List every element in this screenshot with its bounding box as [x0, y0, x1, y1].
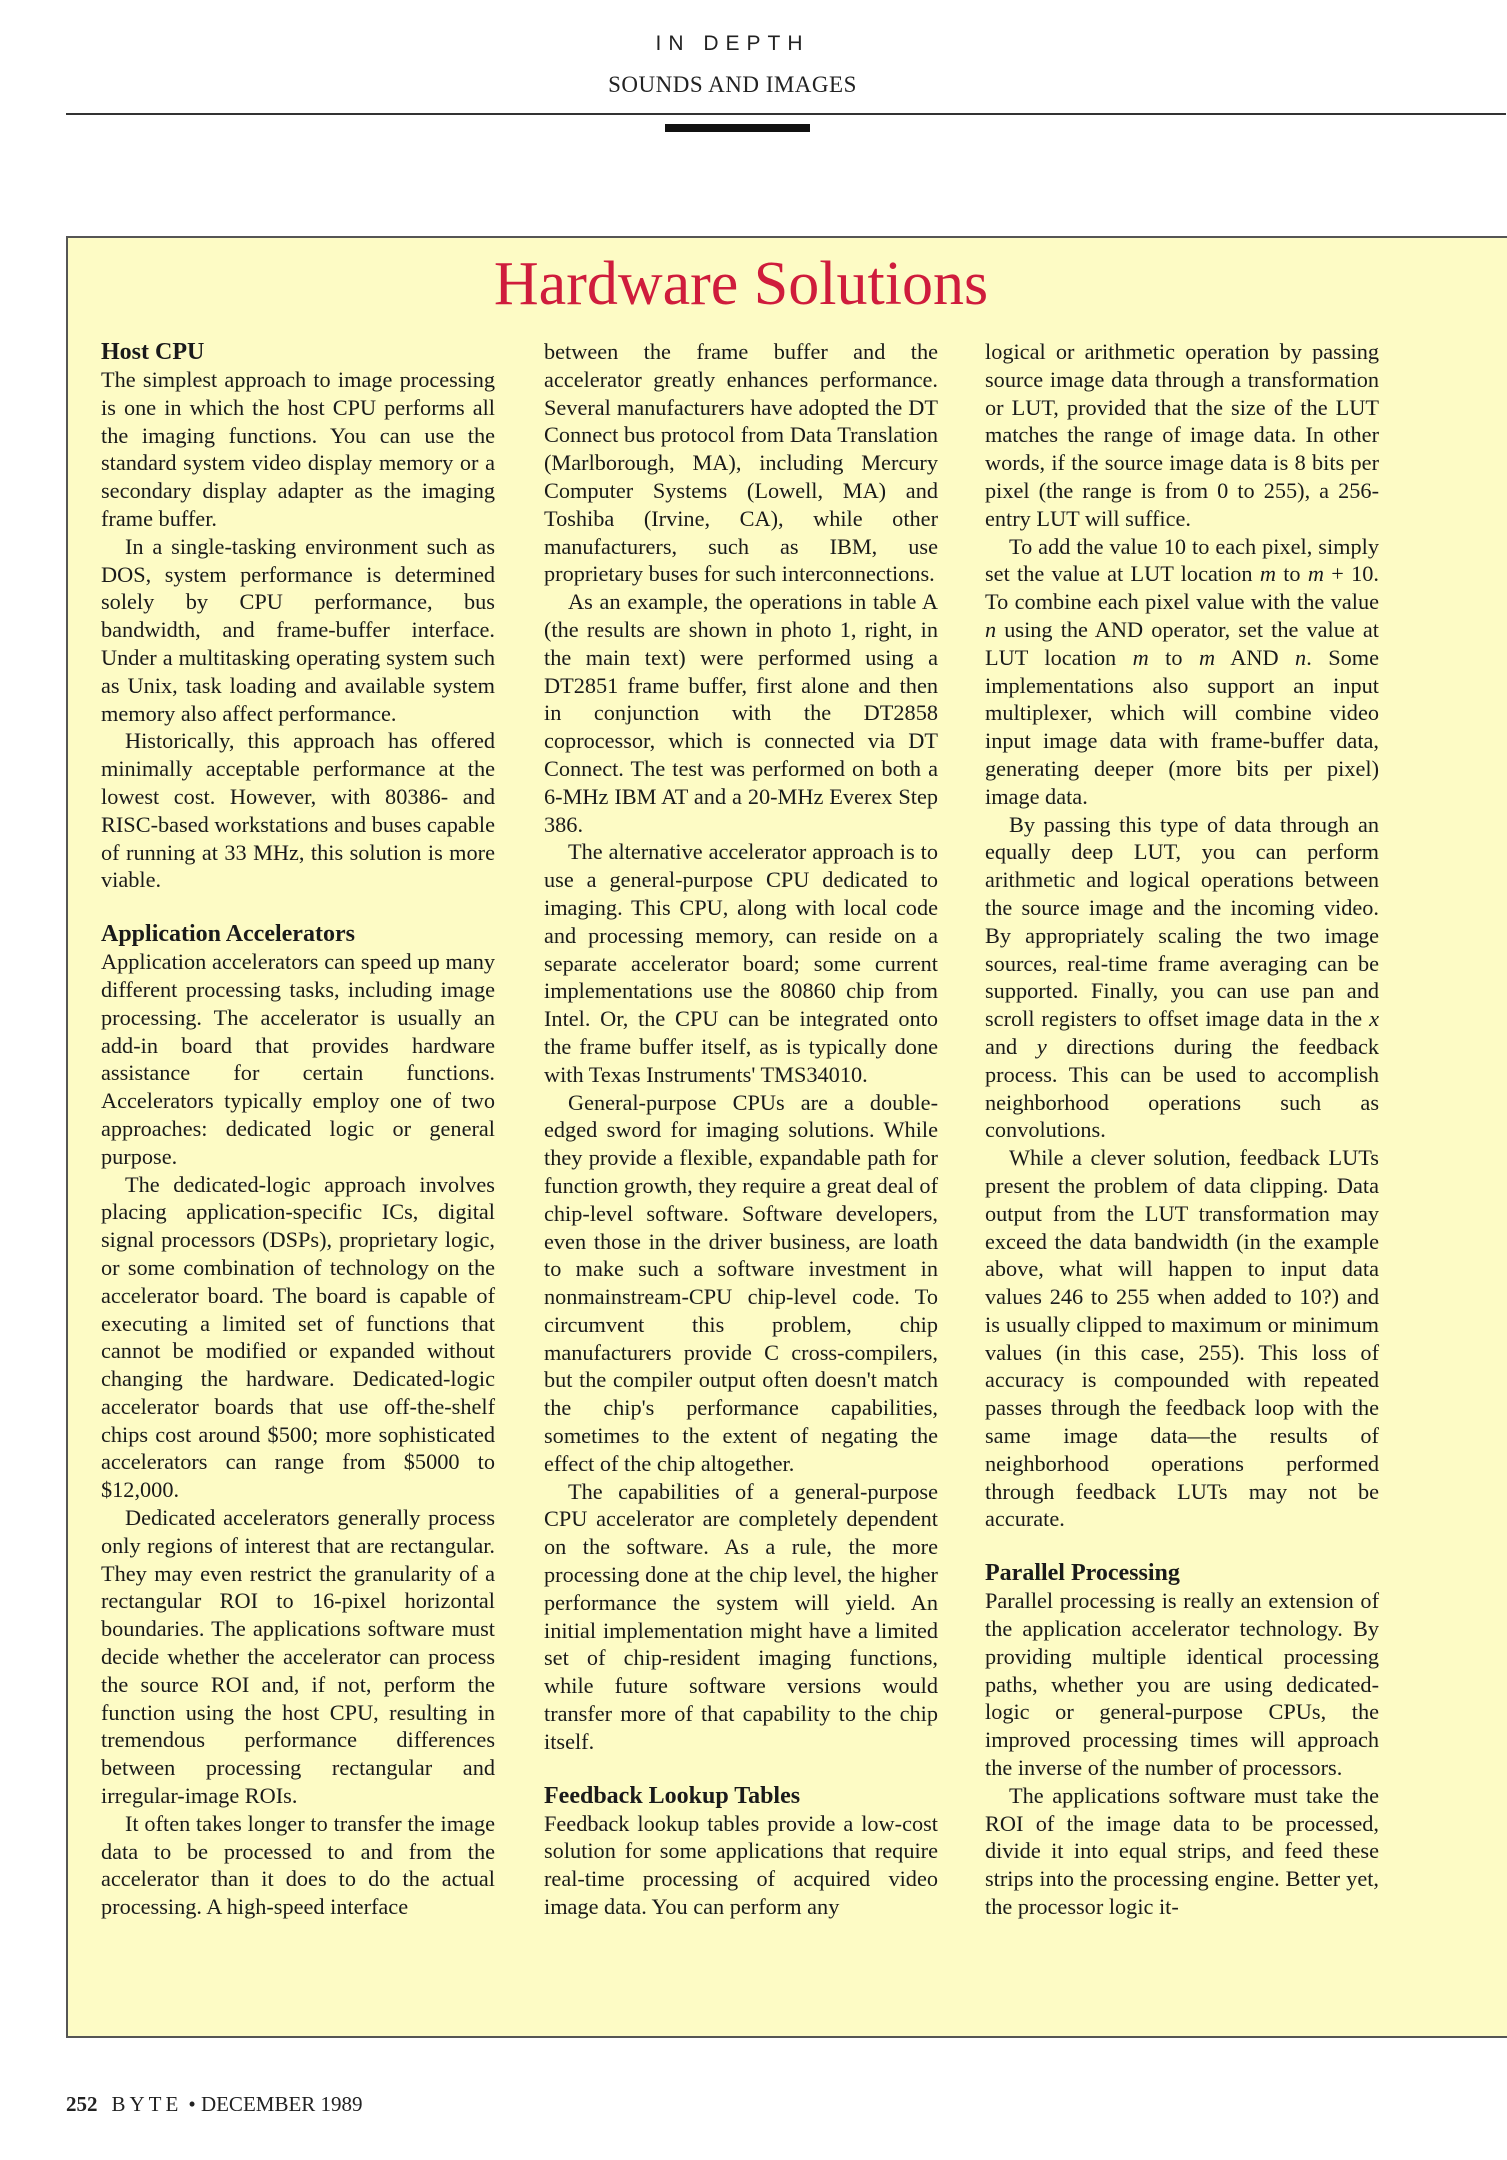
header-bar [665, 124, 810, 132]
paragraph: Application accelerators can speed up many different processing tasks, including image processing. The accelerator is usually an add-in board that provides hardware assistance for certain functions. Accelerators typically employ one of two approaches: dedicated logic or general purpose. [101, 949, 495, 1169]
paragraph: The dedicated-logic approach involves placing application-specific ICs, digital signal processors (DSPs), proprietary logic, or some combination of technology on the accelerator board. The board is capable of executing a limited set of functions that cannot be modified or expanded without changing the hardware. Dedicated-logic accelerator boards that use off-the-shelf chips cost around $500; more sophisticated accelerators can range from $5000 to $12,000. [101, 1171, 495, 1503]
sidebar-title: Hardware Solutions [493, 250, 989, 318]
section-label: IN DEPTH [655, 32, 810, 55]
column-3 [985, 338, 1379, 1921]
paragraph: logical or arithmetic operation by passing source image data through a transformation or LUT, provided that the size of the LUT matches the range of image data. In other words, if the source image data is 8 bits per pixel (the range is from 0 to 255), a 256-entry LUT will suffice. [985, 339, 1379, 531]
issue-date: DECEMBER 1989 [200, 2092, 363, 2116]
footer-separator: • [188, 2092, 196, 2116]
paragraph: While a clever solution, feedback LUTs present the problem of data clipping. Data output from the LUT transformation may exceed the data bandwidth (in the example above, what will happen to input data values 246 to 255 when added to 10?) and is usually clipped to maximum or minimum values (in this case, 255). This loss of accuracy is compounded with repeated passes through the feedback loop with the same image data—the results of neighborhood operations performed through feedback LUTs may not be accurate. [985, 1145, 1379, 1532]
page-footer [66, 2092, 363, 2117]
heading-parallel-processing: Parallel Processing [985, 1560, 1180, 1587]
paragraph: General-purpose CPUs are a double-edged sword for imaging solutions. While they provide a flexible, expandable path for function growth, they require a great deal of chip-level software. Software developers, even those in the driver business, are loath to make such a software investment in nonmainstream-CPU chip-level code. To circumvent this problem, chip manufacturers provide C cross-compilers, but the compiler output often doesn't match the chip's performance capabilities, sometimes to the extent of negating the effect of the chip altogether. [544, 1089, 938, 1476]
header-rule [66, 113, 1506, 115]
subsection-label: SOUNDS AND IMAGES [608, 72, 857, 97]
paragraph: Parallel processing is really an extension of the application accelerator technology. By providing multiple identical processing paths, whether you are using dedicated-logic or general-purpose CPUs, the improved processing times will approach the inverse of the number of processors. [985, 1588, 1379, 1781]
heading-application-accelerators: Application Accelerators [101, 921, 355, 948]
paragraph: The simplest approach to image processing is one in which the host CPU performs all the imaging functions. You can use the standard system video display memory or a secondary display adapter as the imaging frame buffer. [101, 367, 495, 531]
paragraph: To add the value 10 to each pixel, simply set the value at LUT location m to m + 10. To combine each pixel value with the value n using the AND operator, set the value at LUT location m to m AND n. Some implementations also support an input multiplexer, which will combine video input image data with frame-buffer data, generating deeper (more bits per pixel) image data. [985, 533, 1379, 809]
paragraph: Feedback lookup tables provide a low-cost solution for some applications that require real-time processing of acquired video image data. You can perform any [544, 1810, 938, 1920]
column-1 [101, 338, 495, 1921]
paragraph: Dedicated accelerators generally process only regions of interest that are rectangular. They may even restrict the granularity of a rectangular ROI to 16-pixel horizontal boundaries. The applications software must decide whether the accelerator can process the source ROI and, if not, perform the function using the host CPU, resulting in tremendous performance differences between processing rectangular and irregular-image ROIs. [101, 1505, 495, 1809]
paragraph: between the frame buffer and the accelerator greatly enhances performance. Several manufacturers have adopted the DT Connect bus protocol from Data Translation (Marlborough, MA), including Mercury Computer Systems (Lowell, MA) and Toshiba (Irvine, CA), while other manufacturers, such as IBM, use proprietary buses for such interconnections. [544, 339, 938, 587]
paragraph: In a single-tasking environment such as DOS, system performance is determined solely by CPU performance, bus bandwidth, and frame-buffer interface. Under a multitasking operating system such as Unix, task loading and available system memory also affect performance. [101, 533, 495, 726]
paragraph: It often takes longer to transfer the image data to be processed to and from the accelerator than it does to do the actual processing. A high-speed interface [101, 1810, 495, 1920]
paragraph: The applications software must take the ROI of the image data to be processed, divide it into equal strips, and feed these strips into the processing engine. Better yet, the processor logic it- [985, 1782, 1379, 1920]
heading-host-cpu: Host CPU [101, 339, 205, 365]
heading-feedback-lookup-tables: Feedback Lookup Tables [544, 1782, 801, 1809]
paragraph: By passing this type of data through an equally deep LUT, you can perform arithmetic and logical operations between the source image and the incoming video. By appropriately scaling the two image sources, real-time frame averaging can be supported. Finally, you can use pan and scroll registers to offset image data in the x and y directions during the feedback process. This can be used to accomplish neighborhood operations such as convolutions. [985, 811, 1379, 1143]
paragraph: As an example, the operations in table A (the results are shown in photo 1, right, in the main text) were performed using a DT2851 frame buffer, first alone and then in conjunction with the DT2858 coprocessor, which is connected via DT Connect. The test was performed on both a 6-MHz IBM AT and a 20-MHz Everex Step 386. [544, 589, 938, 837]
magazine-name: BYTE [111, 2092, 183, 2116]
paragraph: The capabilities of a general-purpose CPU accelerator are completely dependent on the software. As a rule, the more processing done at the chip level, the higher performance the system will yield. An initial implementation might have a limited set of chip-resident imaging functions, while future software versions would transfer more of that capability to the chip itself. [544, 1478, 938, 1754]
page-number: 252 [66, 2092, 98, 2116]
paragraph: Historically, this approach has offered minimally acceptable performance at the lowest cost. However, with 80386- and RISC-based workstations and buses capable of running at 33 MHz, this solution is more viable. [101, 728, 495, 893]
paragraph: The alternative accelerator approach is to use a general-purpose CPU dedicated to imaging. This CPU, along with local code and processing memory, can reside on a separate accelerator board; some current implementations use the 80860 chip from Intel. Or, the CPU can be integrated onto the frame buffer itself, as is typically done with Texas Instruments' TMS34010. [544, 839, 938, 1087]
column-2 [544, 338, 938, 1921]
